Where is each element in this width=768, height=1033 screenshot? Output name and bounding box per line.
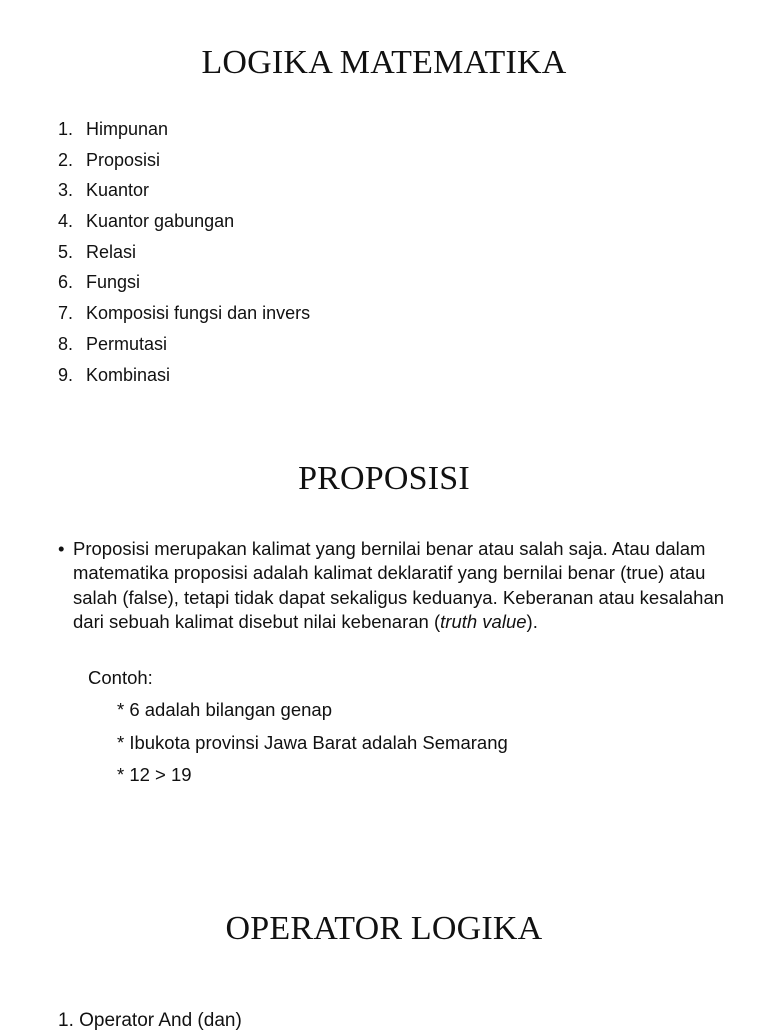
operator-list-item: 1. Operator And (dan) <box>58 1010 242 1031</box>
bullet-icon: • <box>58 538 65 559</box>
list-item-label: Fungsi <box>86 272 141 293</box>
list-item-label: Kuantor gabungan <box>86 211 235 232</box>
definition-end: ). <box>526 611 538 633</box>
list-item <box>58 239 310 270</box>
list-number: 6. <box>58 272 74 293</box>
list-item <box>58 331 310 362</box>
list-item <box>58 300 310 331</box>
list-number: 8. <box>58 333 74 354</box>
list-number: 2. <box>58 149 74 170</box>
list-item-label: Komposisi fungsi dan invers <box>86 303 311 324</box>
list-item-label: Himpunan <box>86 119 169 139</box>
example-item: * Ibukota provinsi Jawa Barat adalah Semarang <box>117 732 508 753</box>
example-item: * 6 adalah bilangan genap <box>117 699 332 720</box>
list-item <box>58 177 310 208</box>
list-item-label: Kuantor <box>86 180 150 201</box>
example-label: Contoh: <box>88 667 153 688</box>
page-title: LOGIKA MATEMATIKA <box>201 44 567 81</box>
list-item <box>58 116 310 147</box>
topic-list <box>58 116 310 392</box>
list-item-label: Relasi <box>86 241 137 262</box>
list-item <box>58 147 310 178</box>
list-item <box>58 208 310 239</box>
section-title-operator: OPERATOR LOGIKA <box>225 910 543 947</box>
list-number: 3. <box>58 180 74 201</box>
list-number: 1. <box>58 119 74 139</box>
definition-text <box>73 537 728 635</box>
list-number: 7. <box>58 303 74 324</box>
definition-paragraph <box>58 537 728 635</box>
list-item-label: Proposisi <box>86 149 161 170</box>
list-number: 4. <box>58 211 74 232</box>
list-item-label: Permutasi <box>86 333 168 354</box>
definition-main: Proposisi merupakan kalimat yang bernilai benar atau salah saja. Atau dalam matematika proposisi adalah kalimat deklaratif yang bernilai benar (true) atau salah (false), tetapi tidak dapat sekaligus keduanya. Keberanan atau kesalahan dari sebuah kalimat disebut nilai kebenaran ( <box>73 538 725 633</box>
list-item <box>58 362 310 393</box>
list-number: 5. <box>58 241 74 262</box>
definition-italic: truth value <box>440 611 527 633</box>
example-item: * 12 > 19 <box>117 764 192 785</box>
list-item <box>58 269 310 300</box>
list-number: 9. <box>58 364 74 385</box>
list-item-label: Kombinasi <box>86 364 171 385</box>
section-title-proposisi: PROPOSISI <box>298 460 470 497</box>
